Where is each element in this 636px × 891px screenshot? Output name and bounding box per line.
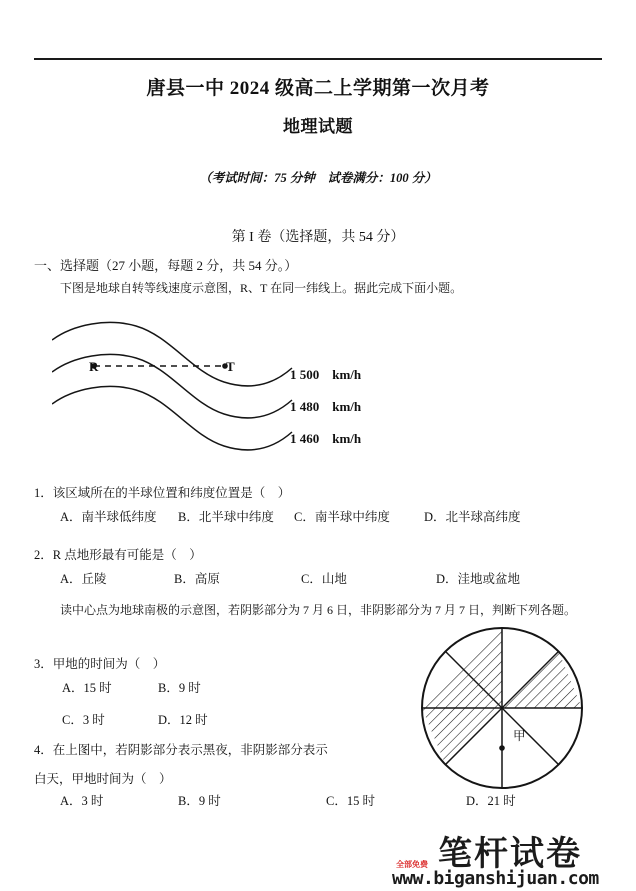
question-3-option-b[interactable]: B．9 时	[158, 681, 201, 695]
speed-label-1480: 1 480 km/h	[290, 399, 362, 414]
question-2-text: R 点地形最有可能是（ ）	[52, 548, 202, 562]
point-r-label: R	[89, 359, 99, 374]
question-1-options	[60, 507, 521, 525]
page-subtitle: 地理试题	[283, 117, 353, 136]
question-2-option-d[interactable]: D．洼地或盆地	[436, 572, 521, 586]
question-1-option-d[interactable]: D．北半球高纬度	[424, 510, 521, 524]
question-1-number: 1．	[34, 486, 53, 500]
question-1-option-a[interactable]: A．南半球低纬度	[60, 510, 157, 524]
isoline-1460	[52, 386, 292, 449]
question-2-option-a[interactable]: A．丘陵	[60, 572, 107, 586]
isoline-1500	[52, 322, 292, 385]
watermark-free-tag: 全部免费	[396, 860, 428, 869]
question-2-options	[60, 569, 520, 587]
watermark	[392, 826, 632, 888]
question-1	[34, 483, 290, 501]
question-3-option-d[interactable]: D．12 时	[158, 713, 208, 727]
question-4-option-c[interactable]: C．15 时	[326, 794, 375, 808]
question-2-number: 2．	[34, 548, 53, 562]
question-3-number: 3．	[34, 657, 53, 671]
shadow-sector-upper-right	[502, 651, 582, 708]
speed-label-1460: 1 460 km/h	[290, 431, 362, 446]
question-2-option-b[interactable]: B．高原	[174, 572, 220, 586]
header-rule	[34, 58, 602, 60]
point-jia-label: 甲	[513, 729, 526, 743]
question-4-option-b[interactable]: B．9 时	[178, 794, 221, 808]
passage-two: 读中心点为地球南极的示意图，若阴影部分为 7 月 6 日，非阴影部分为 7 月 7 日，判断下列各题。	[60, 603, 577, 617]
passage-one: 下图是地球自转等线速度示意图，R、T 在同一纬线上。据此完成下面小题。	[60, 281, 463, 295]
question-1-option-c[interactable]: C．南半球中纬度	[294, 510, 390, 524]
question-4	[34, 736, 334, 794]
part-title: 第 I 卷（选择题，共 54 分）	[231, 230, 405, 245]
question-3	[34, 654, 165, 672]
isoline-1480	[52, 354, 292, 417]
watermark-url: www.biganshijuan.com	[392, 868, 599, 889]
question-2	[34, 545, 202, 563]
question-4-option-a[interactable]: A．3 时	[60, 794, 104, 808]
speed-label-1500: 1 500 km/h	[290, 367, 362, 382]
watermark-brand: 笔杆试卷	[438, 834, 582, 874]
question-1-option-b[interactable]: B．北半球中纬度	[178, 510, 274, 524]
page-title: 唐县一中 2024 级高二上学期第一次月考	[146, 78, 490, 99]
question-4-text: 在上图中，若阴影部分表示黑夜，非阴影部分表示白天，甲地时间为（ ）	[34, 743, 328, 786]
question-2-option-c[interactable]: C．山地	[301, 572, 347, 586]
question-3-options-row-2	[62, 710, 208, 728]
polar-daynight-diagram	[414, 620, 590, 796]
point-t-label: T	[226, 359, 235, 374]
question-3-option-c[interactable]: C．3 时	[62, 713, 105, 727]
question-3-options-row-1	[62, 678, 201, 696]
isoline-value-labels	[290, 306, 420, 456]
question-3-option-a[interactable]: A．15 时	[62, 681, 112, 695]
section-heading: 一、选择题（27 小题，每题 2 分，共 54 分。）	[34, 258, 298, 273]
exam-info: （考试时间：75 分钟 试卷满分：100 分）	[199, 171, 437, 185]
question-3-text: 甲地的时间为（ ）	[52, 657, 166, 671]
point-jia-marker	[499, 745, 505, 751]
question-1-text: 该区域所在的半球位置和纬度位置是（ ）	[52, 486, 291, 500]
question-4-option-d[interactable]: D．21 时	[466, 794, 516, 808]
question-4-number: 4．	[34, 743, 53, 757]
